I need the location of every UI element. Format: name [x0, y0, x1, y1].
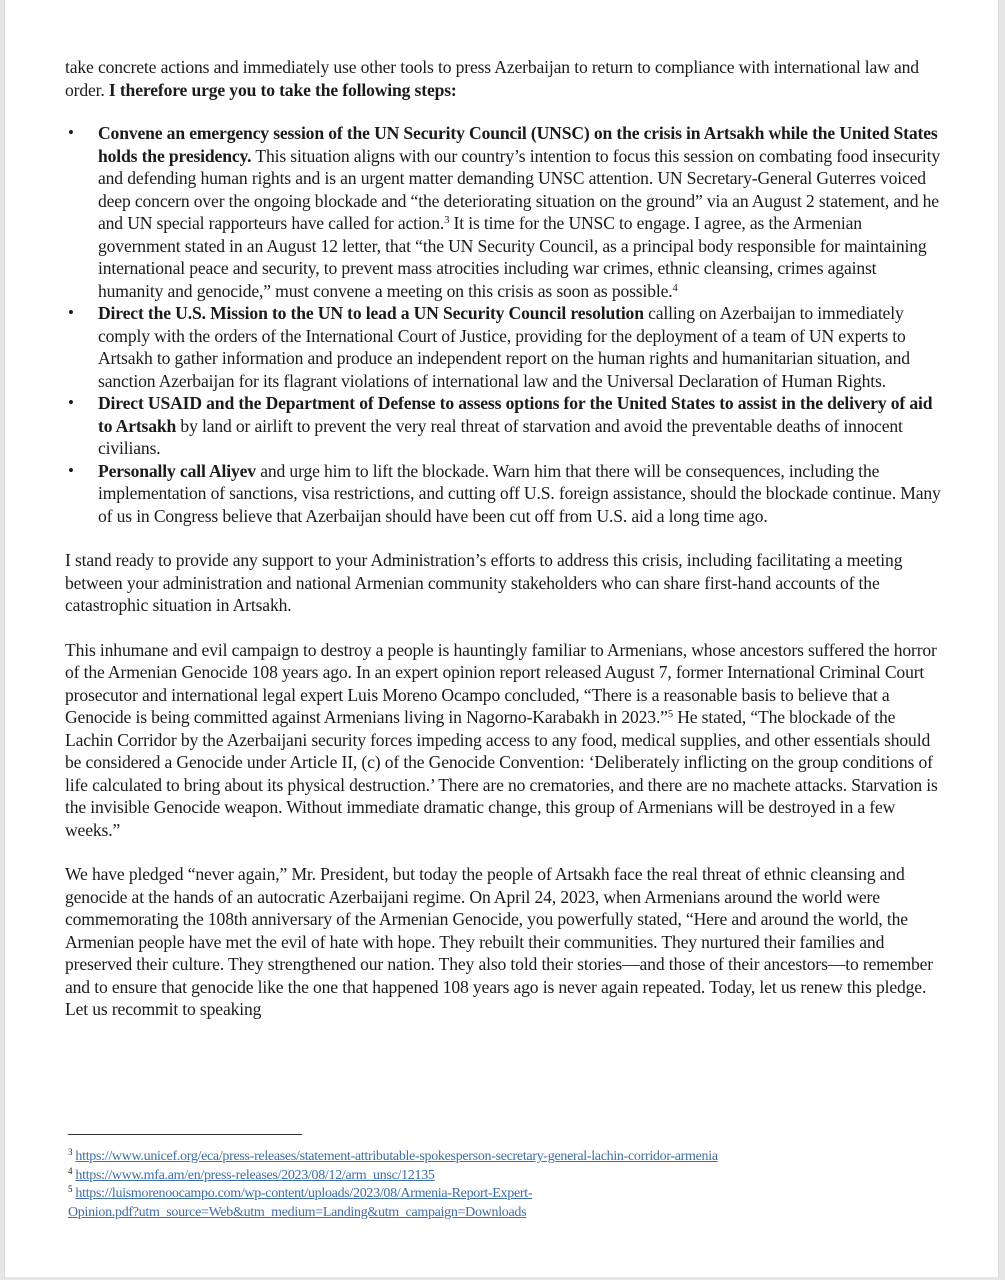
step-heading: Personally call Aliyev — [98, 460, 256, 481]
paragraph-text: This inhumane and evil campaign to destroy a people is hauntingly familiar to Armenians, whose ancestors suffered the horror of the Armenian Genocide 108 years ago. In an expert opinion report released August 7, former International Criminal Court prosecutor and international legal expert Luis Moreno Ocampo concluded, “There is a reasonable basis to believe that a Genocide is being committed against Armenians living in Nagorno-Karabakh in 2023.” — [65, 639, 937, 727]
step-text: This situation aligns with our country’s intention to focus this session on combating food insecurity and defending human rights and is an urgent matter demanding UNSC attention. UN Secretary-General Guterres voiced deep concern over the ongoing blockade and “the deteriorating situation on the ground” via an August 2 statement, and he and UN special rapporteurs have called for action. — [98, 145, 940, 233]
footnote-3 — [68, 1148, 928, 1167]
footnote-number: 3 — [68, 1147, 73, 1157]
intro-text: take concrete actions and immediately use other tools to press Azerbaijan to return to compliance with international law and order. — [65, 57, 919, 100]
step-heading: Direct the U.S. Mission to the UN to lead a UN Security Council resolution — [98, 303, 644, 323]
intro-paragraph — [65, 56, 945, 101]
step-item-call-aliyev — [65, 460, 945, 528]
paragraph-text: He stated, “The blockade of the Lachin Corridor by the Azerbaijani security forces impeding access to any food, medical supplies, and other essentials should be considered a Genocide under Article II, (c) of the Genocide Convention: ‘Deliberately inflicting on the group conditions of life calculated to bring about its physical destruction.’ There are no crematories, and there are no machete attacks. Starvation is the invisible Genocide weapon. Without immediate dramatic change, this group of Armenians will be destroyed in a few weeks.” — [65, 707, 938, 840]
footnote-ref[interactable]: 3 — [444, 215, 450, 226]
bullet-icon: • — [68, 393, 74, 412]
support-paragraph — [65, 549, 945, 617]
paragraph-text: I stand ready to provide any support to your Administration’s efforts to address this crisis, including facilitating a meeting between your administration and national Armenian community stakeholders who can share first-hand accounts of the catastrophic situation in Artsakh. — [65, 550, 903, 615]
footnote-link[interactable]: https://www.unicef.org/eca/press-releases/statement-attributable-spokesperson-secretary-general-lachin-corridor-armenia — [75, 1149, 718, 1164]
document-page — [4, 0, 999, 1277]
step-item-unsc-resolution — [65, 302, 945, 392]
intro-bold-text: I therefore urge you to take the following steps: — [108, 79, 457, 100]
letter-body — [65, 56, 945, 1021]
step-heading: Direct USAID and the Department of Defense to assess options for the United States to assist in the delivery of aid to Artsakh — [98, 393, 933, 436]
footnotes-section — [68, 1134, 928, 1222]
step-text: calling on Azerbaijan to immediately comply with the orders of the International Court of Justice, providing for the deployment of a team of UN experts to Artsakh to gather information and produce an independent report on the human rights and humanitarian situation, and sanction Azerbaijan for its flagrant violations of international law and the Universal Declaration of Human Rights. — [98, 303, 910, 391]
step-text: by land or airlift to prevent the very real threat of starvation and avoid the preventable deaths of innocent civilians. — [98, 415, 903, 458]
footnote-link[interactable]: https://luismorenoocampo.com/wp-content/uploads/2023/08/Armenia-Report-Expert- — [75, 1186, 533, 1201]
step-item-unsc-session — [65, 122, 945, 302]
step-heading: Convene an emergency session of the UN Security Council (UNSC) on the crisis in Artsakh while the United States holds the presidency. — [98, 123, 938, 166]
footnote-link[interactable]: Opinion.pdf?utm_source=Web&utm_medium=Landing&utm_campaign=Downloads — [68, 1204, 527, 1220]
bullet-icon: • — [68, 303, 74, 322]
footnote-ref[interactable]: 5 — [667, 709, 673, 720]
footnote-number: 4 — [68, 1165, 73, 1176]
step-item-usaid-dod — [65, 392, 945, 460]
genocide-paragraph — [65, 639, 945, 842]
footnote-link[interactable]: https://www.mfa.am/en/press-releases/2023/08/12/arm_unsc/12135 — [75, 1167, 435, 1183]
footnote-5-continued — [68, 1204, 928, 1223]
step-text: It is time for the UNSC to engage. I agree, as the Armenian government stated in an August 12 letter, that “the UN Security Council, as a principal body responsible for maintaining international peace and security, to prevent mass atrocities including war crimes, ethnic cleansing, crimes against humanity and genocide,” must convene a meeting on this crisis as soon as possible. — [98, 213, 927, 301]
footnote-5 — [68, 1185, 928, 1204]
never-again-paragraph — [65, 863, 945, 1021]
footnote-divider — [68, 1134, 302, 1135]
step-text: and urge him to lift the blockade. Warn him that there will be consequences, including the implementation of sanctions, visa restrictions, and cutting off U.S. foreign assistance, should the blockade continue. Many of us in Congress believe that Azerbaijan should have been cut off from U.S. aid a long time ago. — [98, 460, 941, 526]
footnote-number: 5 — [68, 1184, 73, 1194]
recommended-steps-list — [65, 122, 945, 527]
footnote-ref[interactable]: 4 — [672, 282, 678, 294]
footnote-4 — [68, 1167, 928, 1186]
bullet-icon: • — [68, 123, 74, 142]
bullet-icon: • — [68, 460, 74, 480]
paragraph-text: We have pledged “never again,” Mr. President, but today the people of Artsakh face the real threat of ethnic cleansing and genocide at the hands of an autocratic Azerbaijani regime. On April 24, 2023, when Armenians around the world were commemorating the 108th anniversary of the Armenian Genocide, you powerfully stated, “Here and around the world, the Armenian people have met the evil of hate with hope. They rebuilt their communities. They nurtured their families and preserved their culture. They strengthened our nation. They also told their stories—and those of their ancestors—to remember and to ensure that genocide like the one that happened 108 years ago is never again repeated. Today, let us renew this pledge. Let us recommit to speaking — [65, 864, 933, 1019]
